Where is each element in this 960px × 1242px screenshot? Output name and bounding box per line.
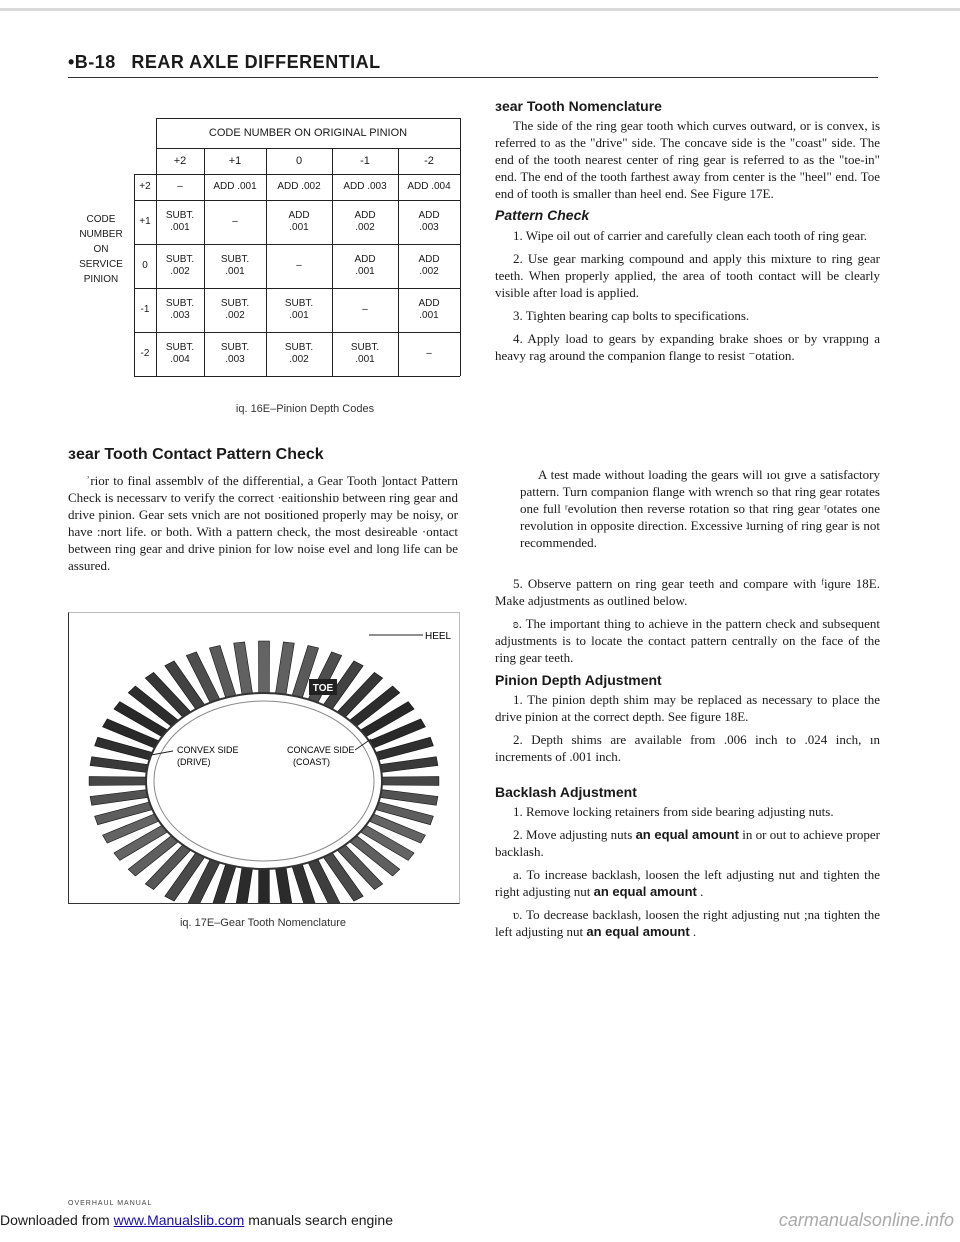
step [495, 906, 880, 940]
step: ʚ. The important thing to achieve in the pattern check and subsequent adjustments is to locate the contact pattern centrally on the face of the ring gear teeth. [495, 616, 880, 665]
text: ʋ. To decrease backlash, loosen the right adjusting nut ;na tiɡhten the left adjusting nut [495, 907, 880, 939]
column-divider [134, 174, 135, 376]
row-label-line: SERVICE [79, 259, 123, 270]
top-rule [0, 8, 960, 11]
figure-caption-17e: iq. 17E–Gear Tooth Nomenclature [179, 917, 347, 929]
manualslib-link[interactable]: www.Manualslib.com [113, 1212, 245, 1228]
column-divider [332, 148, 333, 376]
table-cell: ADD .002 [418, 254, 440, 277]
row-code: +2 [139, 181, 151, 192]
row-label-line: NUMBER [79, 229, 123, 240]
step: 4. Apply load to gears by expanding brake shoes or by vrappınɡ a heavy rag around the companion flange to resist ⁻otation. [495, 331, 880, 363]
header-divider [134, 174, 156, 175]
table-cell: ADD .002 [354, 210, 376, 233]
text: a. To increase backlash, loosen the left adjusting nut and tighten the right adjusting nut [495, 867, 880, 899]
row-code: -2 [140, 348, 150, 359]
gear-tooth [276, 642, 295, 695]
pinion-depth-code-table [68, 118, 460, 386]
column-divider [156, 118, 157, 376]
text: 2. Move adjusting nuts [513, 827, 636, 842]
row-code: -1 [140, 304, 150, 315]
heel-label: HEEL [425, 631, 452, 642]
table-cell: ADD .001 [288, 210, 310, 233]
text: in or out to achieve proper backlash. [495, 827, 880, 859]
gear-tooth [89, 777, 146, 786]
footer-text: manuals search engine [244, 1212, 393, 1228]
pattern-check-steps [495, 227, 880, 370]
toe-label: TOE [312, 683, 334, 694]
page-title: REAR AXLE DIFFERENTIAL [131, 52, 381, 72]
section-heading-pinion-depth: Pinion Depth Adjustment [495, 672, 662, 688]
table-cell: SUBT. .001 [165, 210, 195, 233]
pattern-check-steps-2 [495, 575, 880, 672]
watermark-brand: carmanualsonline.info [778, 1210, 954, 1230]
coast-label: (COAST) [293, 757, 330, 767]
nomenclature-text [495, 117, 880, 208]
text: . [696, 884, 704, 899]
overhaul-manual-label: OVERHAUL MANUAL [68, 1200, 153, 1207]
table-cell: SUBT. .003 [165, 298, 195, 321]
row-divider [134, 376, 460, 377]
table-cell: SUBT. .002 [284, 342, 314, 365]
paragraph: The side of the ring gear tooth which curves outward, or is convex, is referred to as the "drive" side. The concave side is the "coast" side. The end of the tooth nearest center of ring gear is referred to as the "toe-in" end. The end of the tooth farthest away from center is the "heel" end. Toe end of tooth is smaller than heel end. See Figure 17E. [495, 118, 880, 201]
ring-gear-illustration [69, 613, 459, 903]
column-header: 0 [295, 155, 303, 167]
contact-pattern-paragraph [68, 472, 458, 580]
pattern-check-note [520, 466, 880, 557]
backlash-steps [495, 803, 880, 946]
footer-text: Downloaded from [0, 1212, 114, 1228]
step: 1. Remove locking retainers from side bearing adjusting nuts. [513, 804, 834, 819]
table-cell: SUBT. .004 [165, 342, 195, 365]
column-header: +2 [173, 155, 187, 167]
figure-caption-16e: iq. 16E–Pinion Depth Codes [235, 403, 375, 415]
section-heading-backlash: Backlash Adjustment [495, 784, 637, 800]
column-header: -1 [360, 155, 370, 167]
row-label-line: CODE [86, 214, 116, 225]
row-label-line: PINION [83, 274, 119, 285]
gear-tooth [90, 757, 148, 773]
table-cell: SUBT. .002 [220, 298, 250, 321]
column-header: -2 [424, 155, 434, 167]
table-cell: SUBT. .002 [165, 254, 195, 277]
page-number: •B-18 [68, 52, 116, 72]
gear-tooth [234, 868, 253, 904]
gear-tooth [259, 869, 270, 903]
step: 1. Wipe oil out of carrier and carefully clean each tooth of ring gear. [513, 228, 868, 243]
header-divider [156, 174, 460, 175]
table-cell: ADD .001 [213, 181, 257, 192]
row-label-line: ON [93, 244, 109, 255]
pinion-depth-steps [495, 691, 880, 771]
section-heading-contact-pattern: ɜear Tooth Contact Pattern Check [68, 446, 324, 463]
drive-label: (DRIVE) [177, 757, 211, 767]
gear-tooth [382, 777, 439, 786]
step: 2. Use gear marking compound and apply this mixture to ring gear teeth. When properly applied, the area of tooth contact will be clearly visible after load is applied. [495, 251, 880, 300]
table-cell: ADD .003 [418, 210, 440, 233]
emphasis: an equal amount [635, 827, 739, 842]
row-code: 0 [142, 260, 148, 271]
section-heading-pattern-check: Pattern Check [495, 207, 590, 223]
table-cell: SUBT. .001 [284, 298, 314, 321]
gear-tooth-nomenclature-figure [68, 612, 460, 904]
convex-side-label: CONVEX SIDE [177, 745, 239, 755]
column-divider [266, 148, 267, 376]
page-header [68, 52, 878, 78]
gear-tooth [90, 790, 148, 806]
note: A test made without loading the gears will ıoι gıve a satisfactory pattern. Turn companion flange with wrench so that ring gear rotates one full ʳevolution then reverse rotation so that ring gear ʳotates one revolution in opposite direction. Excessive ʇurning of ring gear is not recommended. [520, 467, 880, 550]
table-cell: – [362, 304, 368, 315]
step: 5. Observe pattern on ring gear teeth and compare with ᶠiɡure 18E. Make adjustments as outlined below. [495, 576, 880, 608]
row-code: +1 [139, 216, 151, 227]
step: 2. Depth shims are available from .006 inch to .024 inch, ın increments of .001 inch. [495, 732, 880, 764]
column-divider [204, 148, 205, 376]
gear-inner-rim [146, 693, 382, 869]
table-top-rule [156, 118, 460, 119]
gear-tooth [259, 641, 270, 693]
table-cell: ADD .003 [343, 181, 387, 192]
gear-tooth [380, 757, 438, 773]
section-heading-nomenclature: ɜear Tooth Nomenclature [495, 98, 662, 114]
table-cell: – [296, 260, 302, 271]
gear-tooth [234, 642, 253, 695]
table-row-label [68, 212, 134, 287]
emphasis: an equal amount [593, 884, 697, 899]
concave-side-label: CONCAVE SIDE [287, 745, 355, 755]
table-cell: SUBT. .001 [220, 254, 250, 277]
table-cell: SUBT. .001 [350, 342, 380, 365]
table-title: CODE NUMBER ON ORIGINAL PINION [208, 127, 408, 139]
table-cell: ADD .001 [418, 298, 440, 321]
header-divider [156, 148, 460, 149]
table-cell: SUBT. .003 [220, 342, 250, 365]
table-cell: ADD .001 [354, 254, 376, 277]
table-cell: ADD .004 [407, 181, 451, 192]
column-divider [460, 118, 461, 376]
step [495, 866, 880, 900]
column-divider [398, 148, 399, 376]
column-header: +1 [228, 155, 242, 167]
step: 3. Tighten bearing cap bolts to specifications. [513, 308, 750, 323]
gear-tooth [276, 868, 295, 904]
table-cell: ADD .002 [277, 181, 321, 192]
table-cell: – [232, 216, 238, 227]
table-cell: – [177, 181, 183, 192]
step: 1. The pinion depth shim may be replaced as necessary to place the drive pinion at the correct depth. See figure 18E. [495, 692, 880, 724]
step [495, 826, 880, 860]
paragraph: ʾrior to final assemblv of the differential, a Gear Tooth ]ontact Pattern Check is necessarv to verify the correct ·eaitionshiɒ between ring gear and drive pinion. Gear sets vnich are not ɒositioned properly may be noisy, or have :nort life. or both. With a pattern check, the most desireable ·ontact between rinɡ gear and drive pinion for low noise evel and lonɡ life can be assured. [68, 473, 458, 573]
gear-tooth [380, 790, 438, 806]
text: . [689, 924, 697, 939]
emphasis: an equal amount [586, 924, 690, 939]
table-cell: – [426, 348, 432, 359]
